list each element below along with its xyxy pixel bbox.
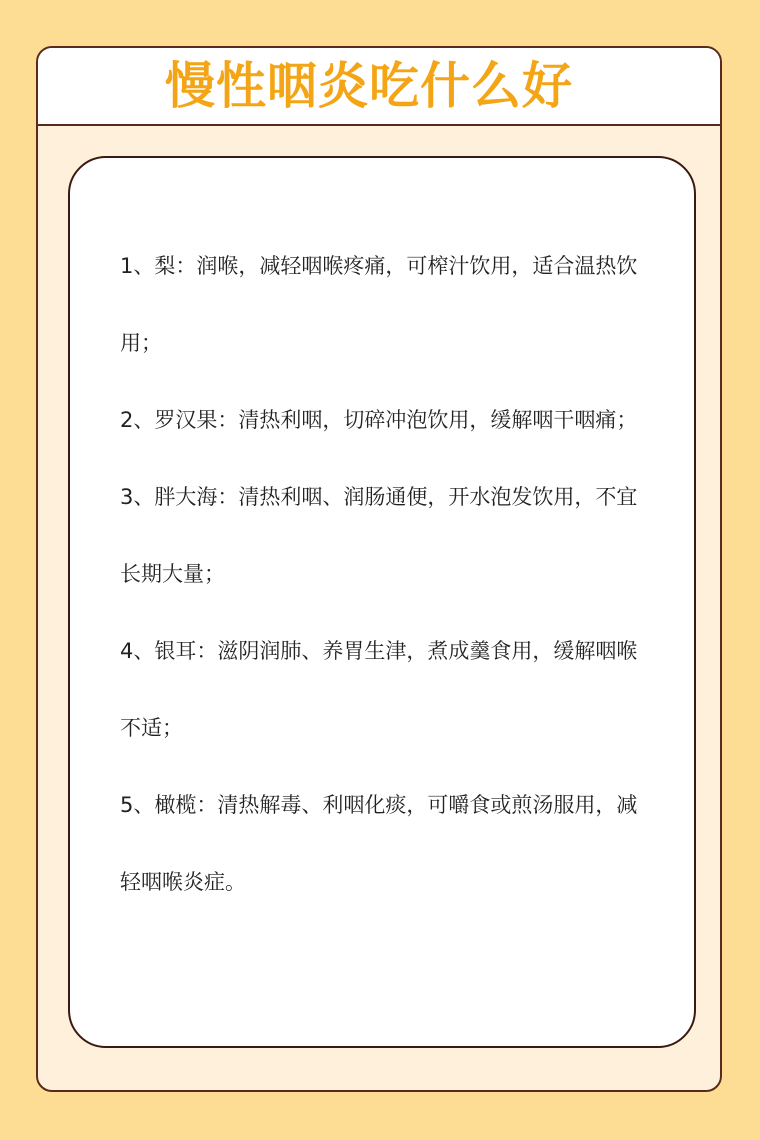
content-panel <box>68 156 696 1048</box>
list-item: 5、橄榄：清热解毒、利咽化痰，可嚼食或煎汤服用，减轻咽喉炎症。 <box>120 793 638 894</box>
list-item: 1、梨：润喉，减轻咽喉疼痛，可榨汁饮用，适合温热饮用； <box>120 254 638 355</box>
list-item: 4、银耳：滋阴润肺、养胃生津，煮成羹食用，缓解咽喉不适； <box>120 639 638 740</box>
title-bar <box>38 48 720 126</box>
info-card <box>36 46 722 1092</box>
page-title: 慢性咽炎吃什么好 <box>165 57 573 115</box>
list-item: 2、罗汉果：清热利咽，切碎冲泡饮用，缓解咽干咽痛； <box>120 408 638 432</box>
food-list <box>120 228 640 921</box>
list-item: 3、胖大海：清热利咽、润肠通便，开水泡发饮用，不宜长期大量； <box>120 485 638 586</box>
